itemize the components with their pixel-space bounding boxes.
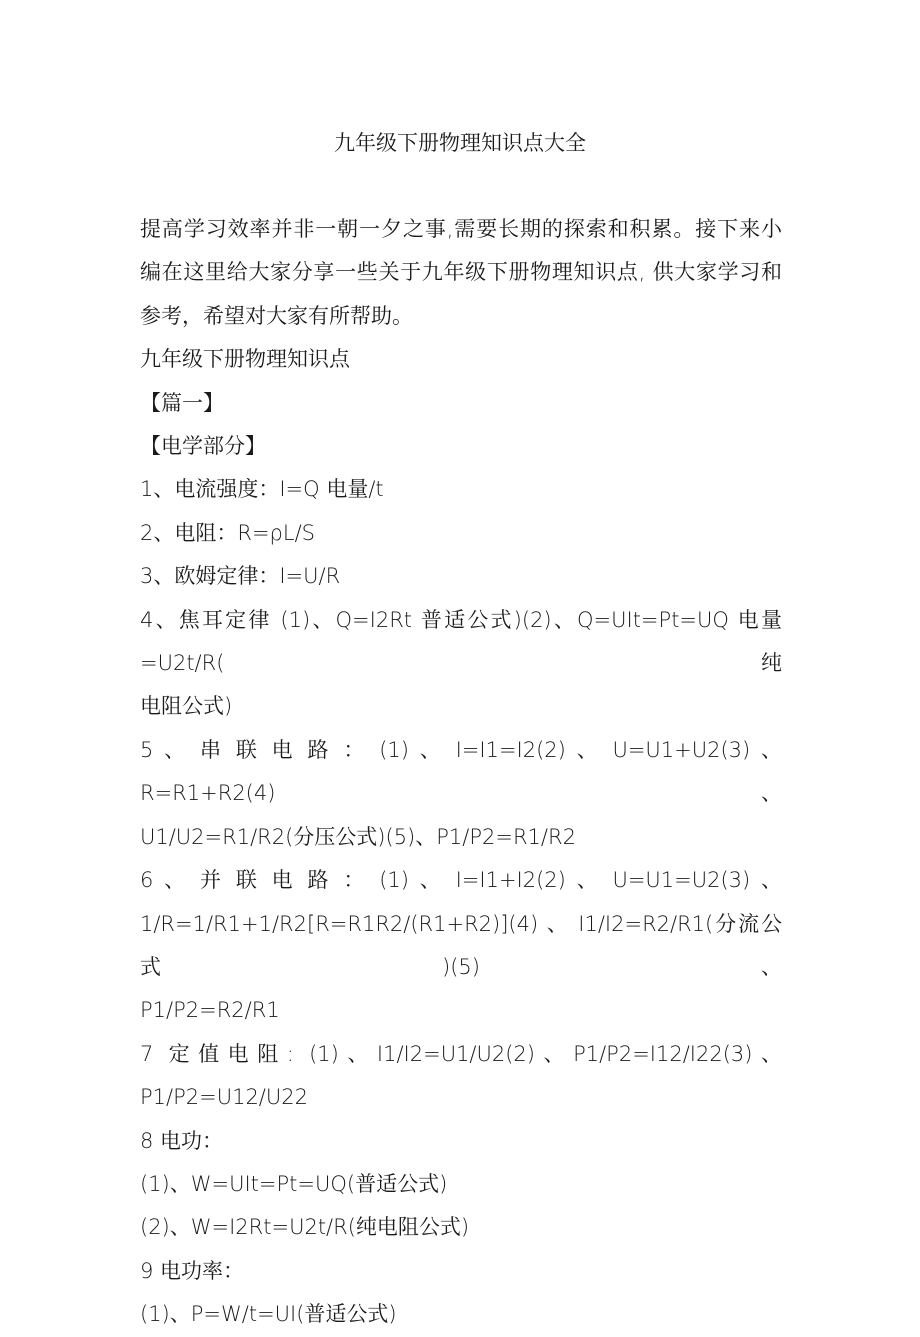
- formula-line: 6 、 并 联 电 路 ： (1) 、 I=I1+I2(2) 、 U=U1=U2(3) 、: [140, 868, 782, 893]
- intro-line-3: 参考，希望对大家有所帮助。: [140, 303, 413, 328]
- formula-line: 5 、 串 联 电 路 ： (1) 、 I=I1=I2(2) 、 U=U1+U2(3) 、 R=R1+R2(4) 、: [140, 737, 782, 806]
- formula-line: (1)、W=UIt=Pt=UQ(普适公式): [140, 1171, 448, 1196]
- formula-line: 7 定值电阻: (1)、I1/I2=U1/U2(2)、P1/P2=I12/I22(3)、P1/P2=U12/U22: [140, 1041, 782, 1110]
- part-heading: 【篇一】: [140, 390, 224, 415]
- formula-line: P1/P2=R2/R1: [140, 998, 280, 1023]
- intro-line-1: 提高学习效率并非一朝一夕之事,需要长期的探索和积累。接下来小: [140, 217, 782, 241]
- formula-line: (2)、W=I2Rt=U2t/R(纯电阻公式): [140, 1215, 470, 1240]
- document-title: 九年级下册物理知识点大全: [334, 131, 586, 155]
- section-heading: 九年级下册物理知识点: [140, 347, 350, 372]
- formula-line: 1、电流强度：I=Q 电量/t: [140, 477, 384, 502]
- formula-line: 1/R=1/R1+1/R2[R=R1R2/(R1+R2)](4) 、 I1/I2=R2/R1(分流公式)(5)、: [140, 911, 782, 979]
- formula-line: 9 电功率：: [140, 1258, 245, 1283]
- formula-line: 4、焦耳定律 (1)、Q=I2Rt 普适公式)(2)、Q=UIt=Pt=UQ 电量=U2t/R(纯: [140, 607, 782, 676]
- formula-line: 3、欧姆定律：I=U/R: [140, 564, 341, 589]
- subsection-heading: 【电学部分】: [140, 434, 266, 459]
- document-body: [140, 208, 782, 1337]
- formula-line: 电阻公式): [140, 694, 233, 719]
- formula-line: 8 电功：: [140, 1128, 224, 1153]
- intro-line-2: 编在这里给大家分享一些关于九年级下册物理知识点, 供大家学习和: [140, 260, 782, 285]
- formula-line: U1/U2=R1/R2(分压公式)(5)、P1/P2=R1/R2: [140, 824, 576, 849]
- formula-line: (1)、P=W/t=UI(普适公式): [140, 1302, 397, 1327]
- formula-line: 2、电阻：R=ρL/S: [140, 520, 315, 545]
